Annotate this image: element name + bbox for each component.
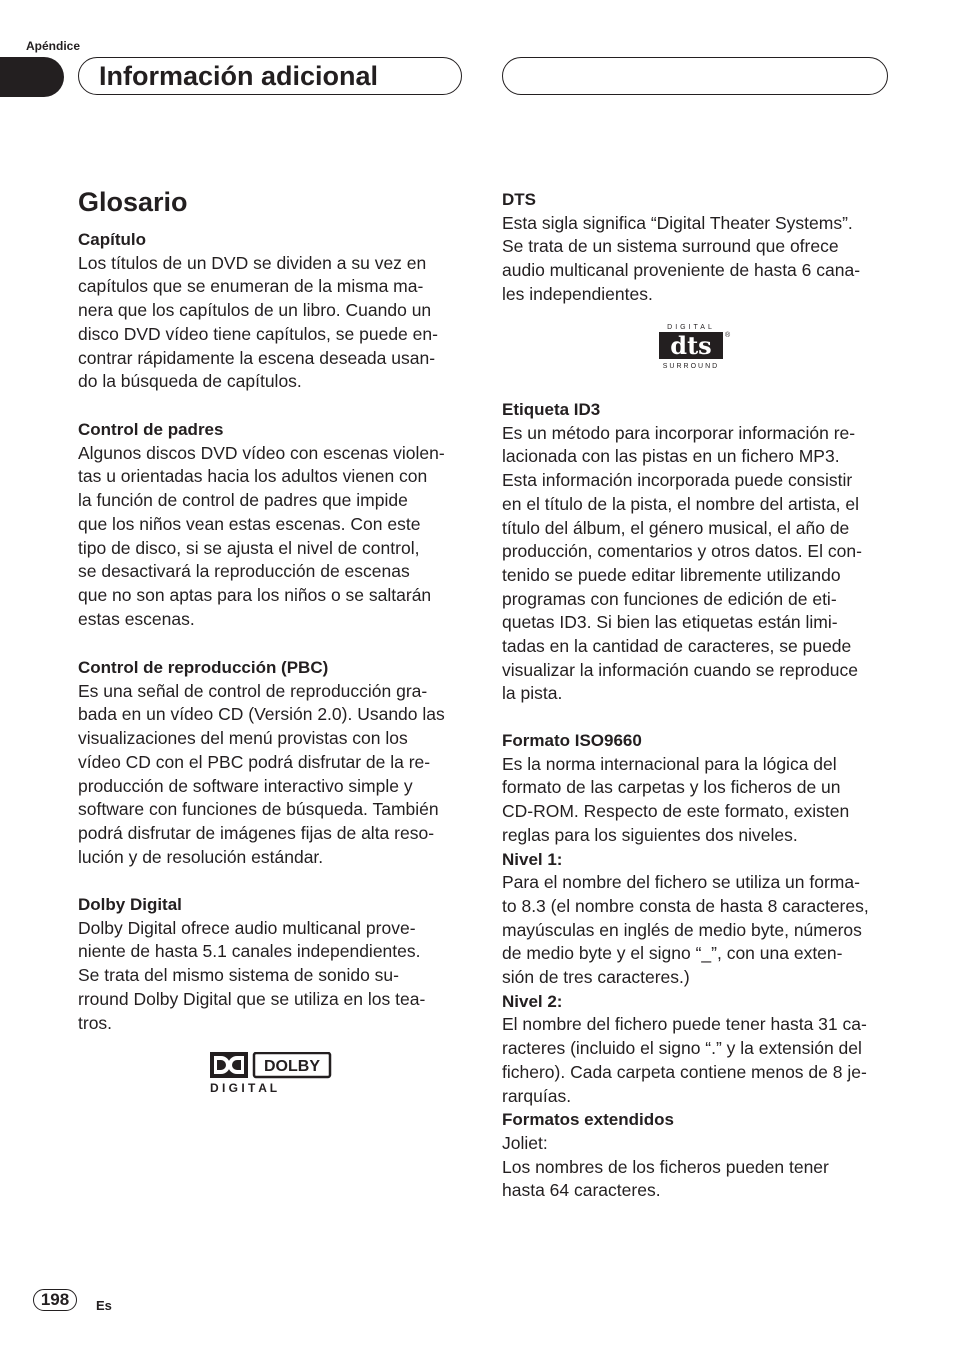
level1-label: Nivel 1: (502, 849, 563, 869)
entry-term: Control de reproducción (PBC) (78, 658, 329, 677)
glossary-entry-dolby (78, 893, 468, 1035)
dts-digital-surround-logo (658, 323, 734, 371)
glossary-entry-dts (502, 188, 892, 307)
chapter-title: Información adicional (78, 57, 462, 95)
entry-definition: Algunos discos DVD vídeo con escenas violen- tas u orientadas hacia los adultos vienen con la función de control de padres que impide que los niños vean estas escenas. Con este tipo de disco, si se ajusta el nivel de control, se desactivará la reproducción de escenas que no son aptas para los niños o se saltarán estas escenas. (78, 442, 445, 629)
entry-term: Formato ISO9660 (502, 731, 642, 750)
dolby-word: DOLBY (264, 1058, 320, 1075)
entry-term: Etiqueta ID3 (502, 400, 601, 419)
page-number: 198 (33, 1289, 77, 1311)
entry-term: Control de padres (78, 420, 224, 439)
dts-top-word: DIGITAL (667, 324, 715, 331)
glossary-entry-control-padres (78, 418, 468, 631)
section-tab (0, 57, 64, 97)
entry-definition: Esta sigla significa “Digital Theater Systems”. Se trata de un sistema surround que ofrece audio multicanal proveniente de hasta 6 cana- les independientes. (502, 212, 861, 304)
level1-text: Para el nombre del fichero se utiliza un forma- to 8.3 (el nombre consta de hasta 8 caracteres, mayúsculas en inglés de medio byte, números de medio byte y el signo “_”, con una exten- sión de tres caracteres.) (502, 872, 869, 988)
dts-registered-mark: ® (725, 332, 731, 339)
entry-term: DTS (502, 190, 536, 209)
dolby-digital-logo (210, 1052, 332, 1094)
entry-definition: Es un método para incorporar información re- lacionada con las pistas en un fichero MP3. Esta información incorporada puede consistir en el título de la pista, el nombre del artista, el título del álbum, el género musical, el año de producción, comentarios y otros datos. El con- tenido se puede editar libremente utilizando programas con funciones de edición de eti- quetas ID3. Si bien las etiquetas están limi- tadas en la cantidad de caracteres, se puede visualizar la información cuando se reproduce la pista. (502, 422, 862, 704)
glossary-entry-iso9660 (502, 729, 892, 1203)
dolby-digital-word: D I G I T A L (210, 1081, 278, 1094)
dts-word: dts (670, 331, 712, 360)
entry-term: Dolby Digital (78, 895, 182, 914)
extended-formats-label: Formatos extendidos (502, 1110, 674, 1130)
empty-title-pill (502, 57, 888, 95)
glossary-entry-capitulo (78, 228, 468, 394)
glossary-entry-id3 (502, 398, 892, 706)
language-code: Es (96, 1298, 112, 1313)
entry-definition: Dolby Digital ofrece audio multicanal prove- niente de hasta 5.1 canales independientes. Se trata del mismo sistema de sonido su- rround Dolby Digital que se utiliza en los tea- tros. (78, 917, 426, 1033)
section-label: Apéndice (26, 39, 81, 53)
level2-text: El nombre del fichero puede tener hasta 31 ca- racteres (incluido el signo “.” y la extensión del fichero). Cada carpeta contiene menos de 8 je- rarquías. (502, 1014, 867, 1106)
entry-definition: Los títulos de un DVD se dividen a su vez en capítulos que se enumeran de la misma ma- nera que los capítulos de un libro. Cuando un disco DVD vídeo tiene capítulos, se puede en- contrar rápidamente la escena deseada usan- do la búsqueda de capítulos. (78, 252, 438, 392)
dts-bottom-word: SURROUND (662, 363, 720, 370)
entry-definition: Es una señal de control de reproducción gra- bada en un vídeo CD (Versión 2.0). Usando las visualizaciones del menú provistas con los vídeo CD con el PBC podrá disfrutar de la re- producción de software interactivo simple y software con funciones de búsqueda. También podrá disfrutar de imágenes fijas de alta reso- lución y de resolución estándar. (78, 680, 445, 867)
entry-definition: Es la norma internacional para la lógica del formato de las carpetas y los ficheros de un CD-ROM. Respecto de este formato, existen reglas para los siguientes dos niveles. (502, 753, 850, 845)
glossary-entry-pbc (78, 656, 468, 869)
level2-label: Nivel 2: (502, 991, 563, 1011)
entry-term: Capítulo (78, 230, 146, 249)
extended-formats-text: Joliet: Los nombres de los ficheros pueden tener hasta 64 caracteres. (502, 1132, 829, 1201)
page-heading: Glosario (78, 187, 188, 217)
